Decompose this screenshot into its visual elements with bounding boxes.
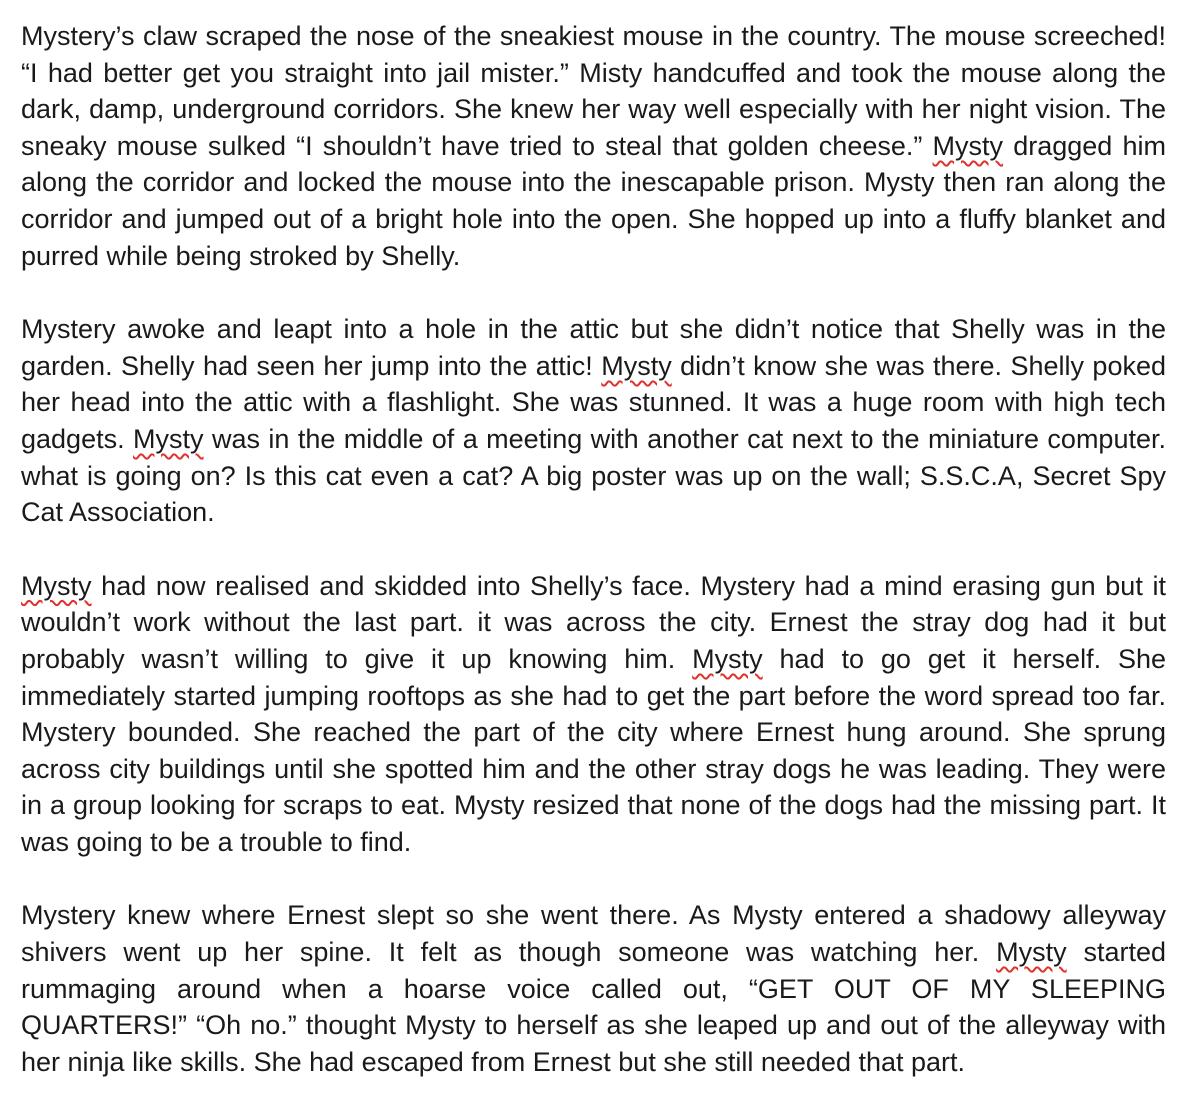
paragraph-4[interactable] xyxy=(21,897,1166,1080)
misspelled-word[interactable]: Mysty xyxy=(601,350,672,381)
text-segment: Mystery knew where Ernest slept so she went there. As Mysty entered a shadowy alleyway shivers went up her spine. It felt as though someone was watching her. xyxy=(21,900,1166,968)
text-segment: Mystery awoke and leapt into a hole in the attic but she didn’t notice that Shelly was in the garden. Shelly had seen her jump into the attic! xyxy=(21,314,1166,381)
paragraph-1[interactable] xyxy=(21,18,1166,274)
text-segment: didn’t know she was there. Shelly poked her head into the attic with a flashlight. She was stunned. It was a huge room with high tech gadgets. xyxy=(21,350,1166,454)
document-body[interactable] xyxy=(21,18,1166,1080)
text-segment: Mystery’s claw scraped the nose of the sneakiest mouse in the country. The mouse screeched! “I had better get you straight into jail mister.” Misty handcuffed and took the mouse along the dark, damp, underground corridors. She knew her way well especially with her night vision. The sneaky mouse sulked “I shouldn’t have tried to steal that golden cheese.” xyxy=(21,21,1166,161)
text-segment: dragged him along the corridor and locked the mouse into the inescapable prison. Mysty then ran along the corridor and jumped out of a bright hole into the open. She hopped up into a fluffy blanket and purred while being stroked by Shelly. xyxy=(21,130,1166,271)
text-segment: started rummaging around when a hoarse voice called out, “GET OUT OF MY SLEEPING QUARTERS!” “Oh no.” thought Mysty to herself as she leaped up and out of the alleyway with her ninja like skills. She had escaped from Ernest but she still needed that part. xyxy=(21,937,1167,1077)
text-segment: was in the middle of a meeting with another cat next to the miniature computer. what is going on? Is this cat even a cat? A big poster was up on the wall; S.S.C.A, Secret Spy Cat Association. xyxy=(21,423,1166,528)
paragraph-2[interactable] xyxy=(21,311,1166,531)
misspelled-word[interactable]: Mysty xyxy=(932,130,1004,161)
text-segment: had now realised and skidded into Shelly’s face. Mystery had a mind erasing gun but it wouldn’t work without the last part. it was across the city. Ernest the stray dog had it but probably wasn’t willing to give it up knowing him. xyxy=(21,570,1166,674)
misspelled-word[interactable]: Mysty xyxy=(996,937,1067,968)
misspelled-word[interactable]: Mysty xyxy=(21,570,92,601)
paragraph-3[interactable] xyxy=(21,568,1166,861)
text-segment: had to go get it herself. She immediately started jumping rooftops as she had to get the part before the word spread too far. Mystery bounded. She reached the part of the city where Ernest hung around. She sprung across city buildings until she spotted him and the other stray dogs he was leading. They were in a group looking for scraps to eat. Mysty resized that none of the dogs had the missing part. It was going to be a trouble to find. xyxy=(21,643,1166,857)
misspelled-word[interactable]: Mysty xyxy=(692,643,763,674)
misspelled-word[interactable]: Mysty xyxy=(133,423,204,454)
